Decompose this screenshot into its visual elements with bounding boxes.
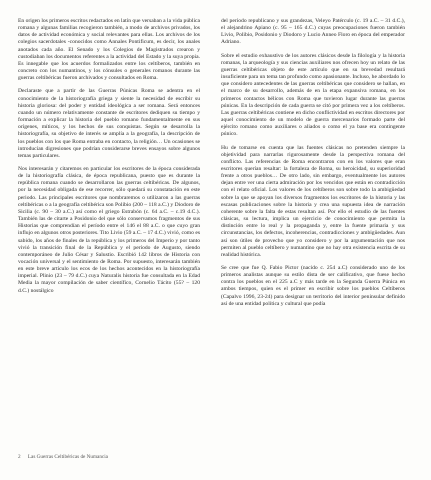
page-number: 2 [18, 454, 21, 460]
paragraph: Hu de tomarse en cuenta que las fuentes clásicas no pretenden siempre la objetividad para narrarlas rigurosamente desde la perspectiva romana del conflicto. Las referencias de Roma encontraron con en los valores que eran escritores querían resaltar: la fortaleza de Roma, su heroicidad, su superioridad frente a otros pueblos… De otro lado, sin embargo, eventualmente los autores dejan entre ver una cierta admiración por los vencidos que están en contradicción con el relato oficial. Los valores de los celtíberos son sobre todo la ambigüedad sobre la que se apoyan los diversos fragmentos los escritores de la historia y las escasas publicaciones sobre la historia y crea una supuesta idea de narración coherente sobre la falta de estas resultan así. Por ello el estudio de las fuentes clásicas, su lectura, implica un ejercicio de conocimiento que permita la distinción entre lo real y la propaganda y, entre la fuente primaria y sus circunstancias, los defectos, incoherencias, contradicciones y ambigüedades. Aun así son útiles de provecho que yo considero y por la argumentación que nos permiten al pueblo celtíbero y numantino que no hay otra existencia escrita de su realidad histórica. [221, 144, 405, 258]
running-title: Las Guerras Celtibéricas de Numancia [27, 454, 108, 460]
paragraph: Nos interesarán y citaremos en particular los escritores de la época considerada de la historiografía clásica, de época republicana, puesto que es durante la república romana cuando se desarrollaron las guerras celtibéricas. De algunos, por la necesidad obligada de ese recorrer, sólo quedará su constatación en este periodo. Las principales escritores que nombraremos o utilizaron a las guerras celtibéricas o a la geografía celtibérica son Polibio (200 – 118 a.C.) y Diodoro de Sicilia (c. 90 – 30 a.C.) así como el griego Estrabón (c. 64 a.C. – c.19 d.C.). También las de citarte a Posidonio del que sólo conservamos fragmentos de sus Historias que comprendían el período entre el 146 el 88 a.C. o que cuyo gran influjo en algunos otros posteriores. Tito Livio (59 a.C. – 17 d.C.) vivió, como es sabido, los años de finales de la república y los primeros del Imperio y por tanto vivió la transición final de la República y el período de Augusto, siendo contemporáneo de Julio César y Salustio. Escribió 142 libros de Historia con vocación universal y el sentimiento de Roma. Por supuesto, interesarán también en este breve artículo los ecos de los hechos acontecidos en la historiografía imperial. Plinio (23 – 79 d.C.) cuya Naturalis historia fue consultada en la Edad Media la mayor compilación de saber científico, Cornelio Tácito (55? – 120 d.C.) nostálgico [18, 165, 200, 294]
paragraph: En origen los primeros escritos redactados en latín que versaban a la vida pública romana y algunas familias recogieron también, a modo de archivos privados, los datos de actividad económica y social relevantes para ellas. Los archivos de los colegios sacerdotales -conocidos como Annales Pontificum, es decir, los anales anotados cada año. El Senado y los Colegios de Magistrados crearon y custodiaban los documentos referentes a la actividad del Estado y la suya propia. Es innegable que los acuerdos formalizados entre los celtíberos, también en concreto con los numantinos, y los cónsules o generales romanos durante las guerras celtibéricas fueron archivados y consultados en Roma. [18, 18, 200, 82]
paragraph: Declaraste que a partir de las Guerras Púnicas Roma se adentra en el conocimiento de la historiografía griega y siente la necesidad de escribir su historia gloriosa: del poder y entidad ideológica a ser romana. Será entonces cuando un número relativamente constante de escritores dediquen su tiempo y formación a explicar la historia del pueblo romano fundamentalmente en sus orígenes, míticos, y los hechos de sus conquistas. Según se desarrolla la historiografía, su objetivo de interés se amplía a la geografía, la descripción de los pueblos con los que Roma entraba en contacto, la religión… Un ocasiones se introducían digresiones que podrían considerarse breves ensayos sobre algunos temas particulares. [18, 88, 200, 159]
paragraph: del período republicano y sus grandezas, Veleyo Patérculo (c. 19 a.C. – 31 d.C.), el alejandrino Apiano (c. 95 – 165 d.C.) cuyas preocupaciones fueron también Livio, Polibio, Posidonio y Diodoro y Lucio Anneo Floro en época del emperador Adriano. [221, 18, 405, 46]
right-column [221, 18, 405, 314]
left-column [18, 18, 200, 301]
page-footer [18, 454, 108, 460]
paragraph: Sobre el estudio exhaustivo de los autores clásicos desde la filología y la historia romanas, la arqueología y sus ciencias auxiliares nos ofrecen hoy un relato de las guerras celtibéricas objeto de este artículo que en su brevedad resultará insuficiente para un tema tan profundo como apasionante. Incluso, he abordado lo que considero antecedentes de las guerras celtibéricas que considero se hallan, en el marco de su desarrollo, además de en la etapa expansiva romana, en los primeros contactos bélicos con Roma que tuvieron lugar durante las guerras púnicas. En la descripción de cada guerra se citó por primera vez a los celtíberos. Las guerras celtibéricas contiene en dicho conflictividad en escritos directores por aquel conocimiento de un modelo de guerra mercenarios formado parte del ejército romano como auxiliares o aliados o como el ya base era contingente púnico. [221, 52, 405, 138]
paragraph: Se cree que fue Q. Fabio Pictor (nacido c. 254 a.C) considerado uno de los primeros analistas aunque su estilo dista de ser calificativo, que fuese hecho contra los pueblos en el 225 a.C y más tarde en la Segunda Guerra Púnica en ambos tiempos, quien es el primer en escribir sobre los pueblos Celtíberos (Capalvo 1996, 23-24) para designar un territorio del interior peninsular definido así de una entidad política y cultural que podía [221, 265, 405, 307]
